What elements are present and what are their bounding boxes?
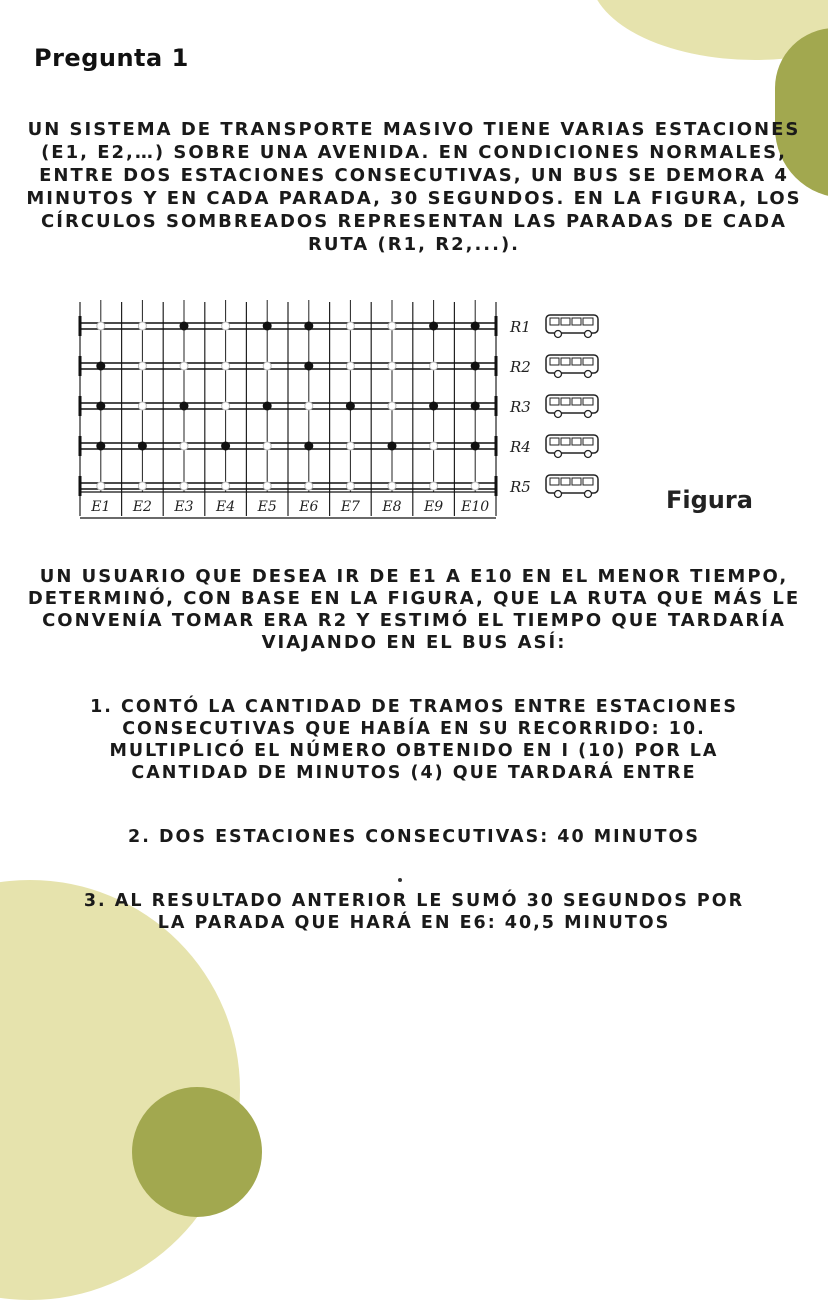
stop-filled — [305, 362, 313, 370]
stop-empty — [138, 362, 146, 370]
decor-blob-bottom-left-dark — [132, 1087, 262, 1217]
step-2: 2. DOS ESTACIONES CONSECUTIVAS: 40 MINUTOS — [128, 827, 700, 847]
bus-icon — [546, 315, 598, 338]
stop-filled — [180, 402, 188, 410]
stop-empty — [180, 442, 188, 450]
bus-icon — [546, 395, 598, 418]
stop-filled — [263, 402, 271, 410]
route-label: R2 — [510, 358, 531, 376]
stop-filled — [180, 322, 188, 330]
station-label: E8 — [382, 499, 402, 515]
stop-empty — [222, 402, 230, 410]
bus-icon — [546, 435, 598, 458]
stop-filled — [305, 442, 313, 450]
stop-empty — [430, 362, 438, 370]
stop-filled — [97, 402, 105, 410]
stop-empty — [388, 402, 396, 410]
step-1: 1. CONTÓ LA CANTIDAD DE TRAMOS ENTRE ESTACIONES CONSECUTIVAS QUE HABÍA EN SU RECORRIDO: 10. MULTIPLICÓ EL NÚMERO OBTENIDO EN I (10) POR LA CANTIDAD DE MINUTOS (4) QUE TARDARÁ ENTRE — [90, 697, 738, 783]
station-label: E7 — [340, 499, 360, 515]
stop-filled — [263, 322, 271, 330]
stop-empty — [222, 322, 230, 330]
stop-empty — [263, 362, 271, 370]
stop-empty — [180, 362, 188, 370]
stop-empty — [388, 322, 396, 330]
stop-empty — [263, 442, 271, 450]
stop-empty — [430, 442, 438, 450]
station-label: E10 — [461, 499, 490, 515]
stop-empty — [222, 482, 230, 490]
stop-empty — [138, 322, 146, 330]
station-label: E3 — [174, 499, 194, 515]
stop-filled — [222, 442, 230, 450]
route-label: R3 — [510, 398, 531, 416]
stop-filled — [471, 362, 479, 370]
stop-empty — [346, 322, 354, 330]
stop-empty — [388, 362, 396, 370]
stop-empty — [138, 402, 146, 410]
station-label: E2 — [132, 499, 152, 515]
stop-filled — [97, 442, 105, 450]
route-label: R1 — [510, 318, 531, 336]
stop-filled — [138, 442, 146, 450]
stop-empty — [471, 482, 479, 490]
stop-empty — [430, 482, 438, 490]
route-figure — [72, 296, 632, 528]
stop-empty — [180, 482, 188, 490]
stray-dot — [398, 878, 402, 882]
stop-empty — [222, 362, 230, 370]
station-label: E9 — [424, 499, 444, 515]
stop-filled — [430, 402, 438, 410]
stop-empty — [263, 482, 271, 490]
stop-empty — [346, 442, 354, 450]
stop-empty — [305, 402, 313, 410]
stop-filled — [471, 442, 479, 450]
intro-paragraph: UN SISTEMA DE TRANSPORTE MASIVO TIENE VARIAS ESTACIONES (E1, E2,…) SOBRE UNA AVENIDA. EN CONDICIONES NORMALES, ENTRE DOS ESTACIONES CONSECUTIVAS, UN BUS SE DEMORA 4 MINUTOS Y EN CADA PARADA, 30 SEGUNDOS. EN LA FIGURA, LOS CÍRCULOS SOMBREADOS REPRESENTAN LAS PARADAS DE CADA RUTA (R1, R2,...). — [26, 119, 802, 255]
stop-empty — [97, 322, 105, 330]
route-label: R5 — [510, 478, 531, 496]
stop-filled — [388, 442, 396, 450]
figure-caption: Figura — [666, 486, 753, 514]
station-label: E4 — [216, 499, 236, 515]
station-label: E5 — [257, 499, 277, 515]
station-label: E1 — [91, 499, 111, 515]
stop-empty — [346, 362, 354, 370]
stop-filled — [346, 402, 354, 410]
route-label: R4 — [510, 438, 531, 456]
step-3: 3. AL RESULTADO ANTERIOR LE SUMÓ 30 SEGUNDOS POR LA PARADA QUE HARÁ EN E6: 40,5 MINUTOS — [83, 891, 745, 933]
page-title: Pregunta 1 — [34, 44, 189, 72]
stop-empty — [305, 482, 313, 490]
stop-empty — [97, 482, 105, 490]
bus-icon — [546, 475, 598, 498]
stop-filled — [305, 322, 313, 330]
station-label: E6 — [299, 499, 319, 515]
stop-empty — [388, 482, 396, 490]
stop-filled — [430, 322, 438, 330]
stop-filled — [471, 322, 479, 330]
stop-empty — [346, 482, 354, 490]
bus-icon — [546, 355, 598, 378]
stop-filled — [471, 402, 479, 410]
stop-empty — [138, 482, 146, 490]
stop-filled — [97, 362, 105, 370]
question-paragraph: UN USUARIO QUE DESEA IR DE E1 A E10 EN EL MENOR TIEMPO, DETERMINÓ, CON BASE EN LA FIGURA, QUE LA RUTA QUE MÁS LE CONVENÍA TOMAR ERA R2 Y ESTIMÓ EL TIEMPO QUE TARDARÍA VIAJANDO EN EL BUS ASÍ: — [27, 566, 801, 653]
